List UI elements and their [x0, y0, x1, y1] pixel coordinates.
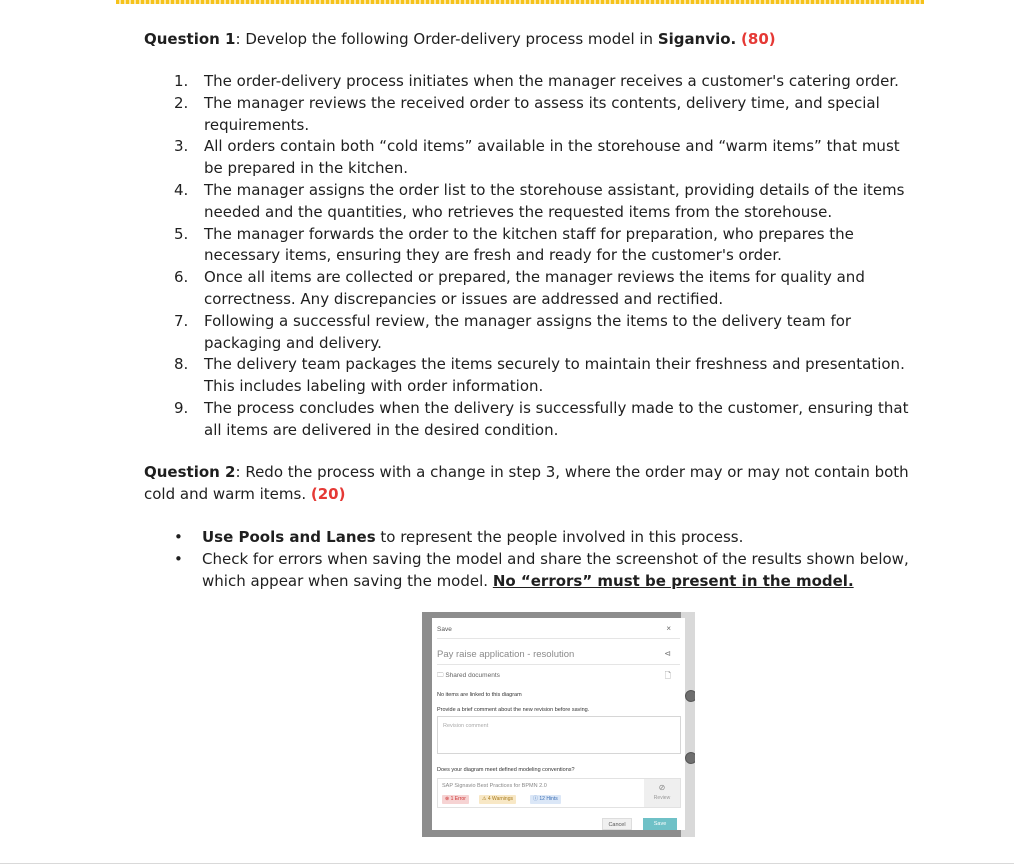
divider [437, 664, 680, 665]
diagram-name: Pay raise application - resolution [437, 649, 575, 660]
dialog-title: Save [437, 626, 452, 633]
cancel-button[interactable]: Cancel [602, 818, 632, 830]
no-errors-requirement: No “errors” must be present in the model. [492, 572, 854, 590]
page-bottom-border [0, 863, 1014, 864]
review-icon: ⊘ [658, 783, 666, 792]
convention-name: SAP Signavio Best Practices for BPMN 2.0 [442, 783, 547, 789]
question-1-points: (80) [741, 30, 776, 48]
instructions-list [174, 526, 919, 592]
step-item: 1. The order-delivery process initiates when the manager receives a customer's catering order. [174, 72, 899, 90]
question-1-text: : Develop the following Order-delivery process model in [235, 30, 658, 48]
question-2-label: Question 2 [144, 463, 236, 481]
save-dialog-screenshot [422, 612, 695, 837]
step-item: 9. The process concludes when the delivery is successfully made to the customer, ensuring that all items are delivered in the desired condition. [174, 398, 909, 439]
comment-prompt: Provide a brief comment about the new revision before saving. [437, 707, 590, 713]
top-decorative-rule [116, 0, 924, 4]
review-button[interactable]: ⊘ Review [644, 779, 680, 807]
tool-name: Siganvio. [657, 30, 737, 48]
conventions-question: Does your diagram meet defined modeling conventions? [437, 767, 575, 773]
canvas-node-icon [685, 752, 695, 764]
process-steps-list [174, 71, 914, 442]
step-item: 4. The manager assigns the order list to the storehouse assistant, providing details of the items needed and the quantities, who retrieves the requested items from the storehouse. [174, 180, 905, 221]
save-dialog [432, 618, 685, 830]
step-item: 6. Once all items are collected or prepared, the manager reviews the items for quality and correctness. Any discrepancies or issues are addressed and rectified. [174, 268, 865, 308]
step-item: 3. All orders contain both “cold items” available in the storehouse and “warm items” that must be prepared in the kitchen. [174, 137, 900, 178]
step-item: 5. The manager forwards the order to the kitchen staff for preparation, who prepares the necessary items, ensuring they are fresh and ready for the customer's order. [174, 224, 854, 265]
linked-items-note: No items are linked to this diagram [437, 692, 522, 698]
divider [437, 638, 680, 639]
question-1-label: Question 1 [144, 30, 236, 48]
folder-path[interactable]: 🗀 Shared documents [437, 672, 500, 679]
step-item: 2. The manager reviews the received order to assess its contents, delivery time, and special requirements. [174, 93, 880, 134]
question-2-text: : Redo the process with a change in step 3, where the order may or may not contain both cold and warm items. [144, 463, 909, 503]
instruction-item: • Use Pools and Lanes to represent the people involved in this process. [174, 528, 744, 546]
error-badge[interactable]: ⊗ 1 Error [442, 795, 469, 804]
folder-icon: 🗀 [437, 672, 446, 679]
save-button[interactable]: Save [643, 818, 677, 830]
instruction-item: • Check for errors when saving the model and share the screenshot of the results shown below, which appear when saving the model. No “errors” must be present in the model. [174, 550, 909, 590]
hint-badge[interactable]: ⓘ 12 Hints [530, 795, 561, 804]
document-icon[interactable]: 🗋 [664, 671, 671, 680]
step-item: 7. Following a successful review, the manager assigns the items to the delivery team for packaging and delivery. [174, 311, 852, 352]
question-1 [144, 28, 914, 50]
question-2 [144, 461, 914, 505]
conventions-panel [437, 778, 681, 808]
question-2-points: (20) [310, 485, 346, 503]
warning-badge[interactable]: ⚠ 4 Warnings [479, 795, 516, 804]
close-icon[interactable]: × [666, 624, 671, 633]
canvas-node-icon [685, 690, 695, 702]
step-item: 8. The delivery team packages the items securely to maintain their freshness and presentation. This includes labeling with order information. [174, 355, 905, 396]
comment-icon[interactable]: ⊲ [664, 649, 671, 658]
revision-comment-input[interactable]: Revision comment [437, 716, 681, 754]
